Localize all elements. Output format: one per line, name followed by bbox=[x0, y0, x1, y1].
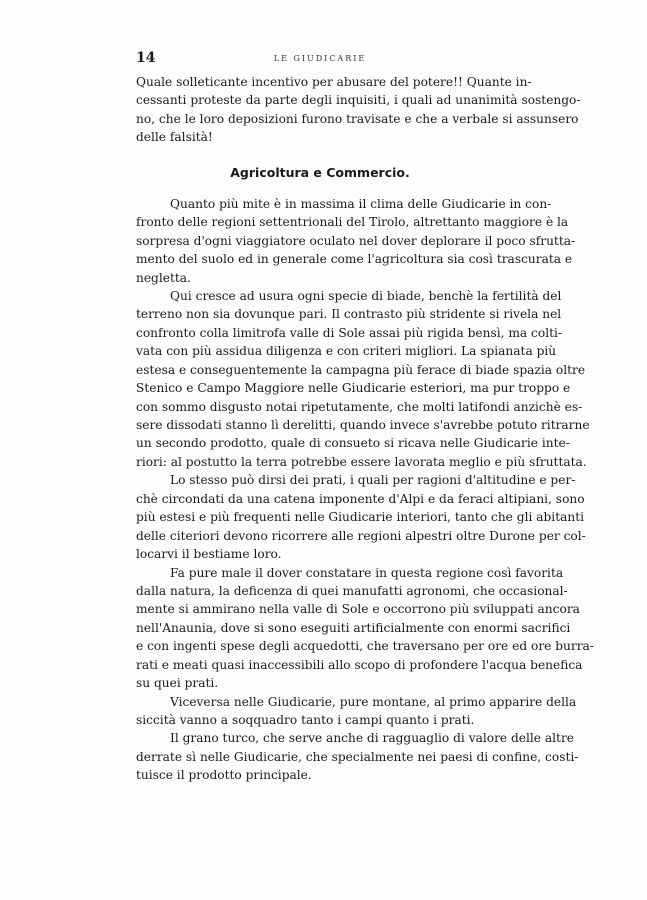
text-line: derrate sì nelle Giudicarie, che specialmente nei paesi di confine, costi- bbox=[136, 749, 579, 764]
text-line: dalla natura, la deficenza di quei manufatti agronomi, che occasional- bbox=[136, 583, 568, 598]
text-line: rati e meati quasi inaccessibili allo scopo di profondere l'acqua benefica bbox=[136, 657, 583, 672]
text-line: confronto colla limitrofa valle di Sole assai più rigida bensì, ma colti- bbox=[136, 325, 563, 340]
text-line: vata con più assidua diligenza e con criteri migliori. La spianata più bbox=[136, 344, 557, 359]
text-line: siccità vanno a soqquadro tanto i campi quanto i prati. bbox=[136, 713, 475, 727]
text-line: su quei prati. bbox=[136, 676, 219, 691]
text-line: con sommo disgusto notai ripetutamente, che molti latifondi anzichè es- bbox=[136, 399, 583, 414]
text-line: cessanti proteste da parte degli inquisiti, i quali ad unanimità sostengo- bbox=[136, 93, 581, 108]
text-line: Il grano turco, che serve anche di ragguaglio di valore delle altre bbox=[170, 731, 574, 746]
text-line: mente si ammirano nella valle di Sole e occorrono più sviluppati ancora bbox=[136, 602, 580, 617]
text-line: riori: al postutto la terra potrebbe essere lavorata meglio e più sfruttata. bbox=[136, 454, 587, 469]
page-header bbox=[136, 50, 504, 70]
text-line: Lo stesso può dirsi dei prati, i quali per ragioni d'altitudine e per- bbox=[170, 473, 576, 488]
text-line: tuisce il prodotto principale. bbox=[136, 768, 312, 783]
text-line: chè circondati da una catena imponente d'Alpi e da feraci altipiani, sono bbox=[136, 491, 585, 506]
text-line: Fa pure male il dover constatare in questa regione così favorita bbox=[170, 565, 564, 580]
text-line: e con ingenti spese degli acquedotti, che traversano per ore ed ore burra- bbox=[136, 639, 594, 654]
running-head: LE GIUDICARIE bbox=[273, 54, 367, 63]
text-line: un secondo prodotto, quale di consueto si ricava nelle Giudicarie inte- bbox=[136, 436, 570, 451]
text-line: Qui cresce ad usura ogni specie di biade, benchè la fertilità del bbox=[170, 288, 562, 303]
page-number: 14 bbox=[136, 50, 156, 66]
text-line: Stenico e Campo Maggiore nelle Giudicarie esteriori, ma pur troppo e bbox=[136, 381, 571, 396]
text-line: fronto delle regioni settentrionali del Tirolo, altrettanto maggiore è la bbox=[136, 215, 569, 230]
text-line: Quanto più mite è in massima il clima delle Giudicarie in con- bbox=[170, 196, 552, 211]
text-line: più estesi e più frequenti nelle Giudicarie interiori, tanto che gli abitanti bbox=[136, 510, 585, 525]
text-line: Viceversa nelle Giudicarie, pure montane, al primo apparire della bbox=[170, 694, 577, 709]
text-line: negletta. bbox=[136, 270, 191, 285]
text-line: locarvi il bestiame loro. bbox=[136, 547, 282, 562]
text-line: delle falsità! bbox=[136, 130, 213, 145]
text-line: mento del suolo ed in generale come l'agricoltura sia così trascurata e bbox=[136, 252, 573, 267]
section-heading: Agricoltura e Commercio. bbox=[230, 164, 410, 180]
text-line: Quale solleticante incentivo per abusare del potere!! Quante in- bbox=[136, 75, 532, 89]
text-line: no, che le loro deposizioni furono travisate e che a verbale si assunsero bbox=[136, 111, 579, 126]
text-line: nell'Anaunia, dove si sono eseguiti artificialmente con enormi sacrifici bbox=[136, 620, 571, 635]
text-line: terreno non sia dovunque pari. Il contrasto più stridente si rivela nel bbox=[136, 307, 562, 322]
text-line: sorpresa d'ogni viaggiatore oculato nel dover deplorare il poco sfrutta- bbox=[136, 233, 576, 248]
page-text bbox=[136, 73, 594, 785]
text-line: estesa e conseguentemente la campagna più ferace di biade spazia oltre bbox=[136, 362, 586, 377]
text-line: delle citeriori devono ricorrere alle regioni alpestri oltre Durone per col- bbox=[136, 528, 586, 543]
text-line: sere dissodati stanno lì derelitti, quando invece s'avrebbe potuto ritrarne bbox=[136, 418, 590, 432]
